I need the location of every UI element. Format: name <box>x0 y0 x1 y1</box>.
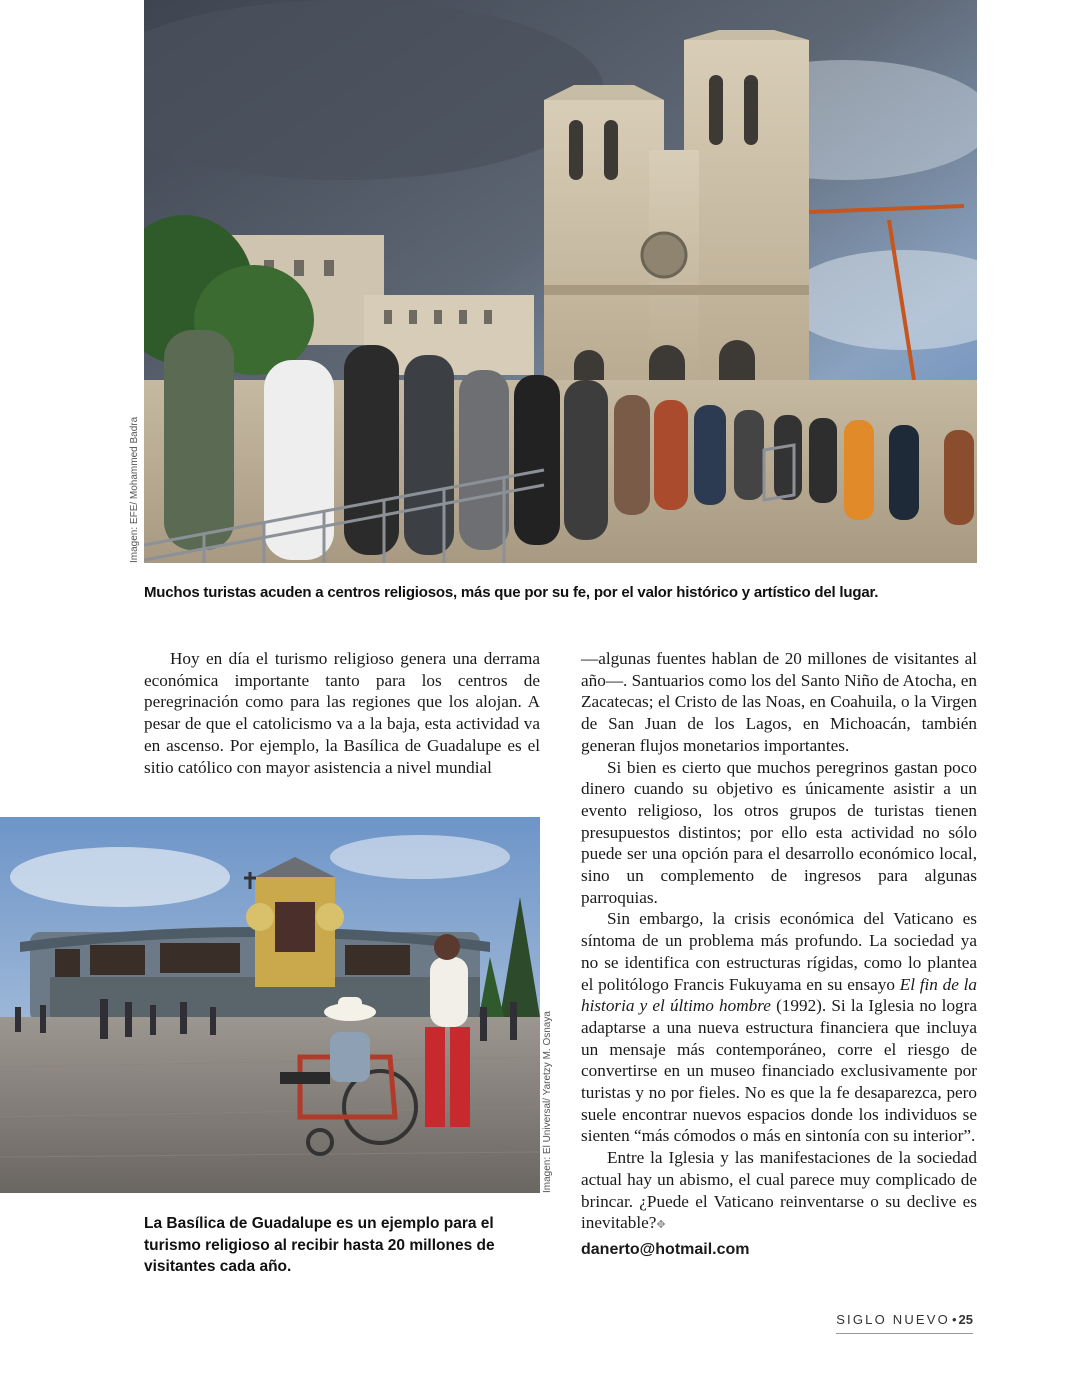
end-mark-icon: ✥ <box>656 1219 666 1232</box>
bottom-photo-credit: Imagen: El Universal/ Yaretzy M. Osnaya <box>542 1011 553 1193</box>
article-paragraph <box>581 1147 977 1237</box>
top-photo-caption: Muchos turistas acuden a centros religiosos, más que por su fe, por el valor histórico y artístico del lugar. <box>144 584 879 601</box>
bottom-photo-caption: La Basílica de Guadalupe es un ejemplo para el turismo religioso al recibir hasta 20 millones de visitantes cada año. <box>144 1215 495 1275</box>
paragraph-text: (1992). Si la Iglesia no logra adaptarse a una nueva estructura financiera que incluya un mensaje más contemporáneo, corre el riesgo de convertirse en un museo financiado exclusivamente por turistas y no por fieles. No es que la fe desaparezca, pero suele encontrar nuevos espacios donde los individuos se sienten “más cómodos o más en sintonía con su interior”. <box>581 996 977 1146</box>
article-paragraph: Si bien es cierto que muchos peregrinos gastan poco dinero cuando su objetivo es únicamente asistir a un evento religioso, los otros grupos de turistas tienen presupuestos distintos; por ello esta actividad no sólo puede ser una opción para el desarrollo económico local, sino un complemento de ingresos para algunas parroquias. <box>581 757 977 907</box>
article-column-right <box>581 648 977 1261</box>
article-paragraph: Hoy en día el turismo religioso genera una derrama económica importante tanto para los centros de peregrinación como para las regiones que los alojan. A pesar de que el catolicismo va a la baja, esta actividad va en ascenso. Por ejemplo, la Basílica de Guadalupe es el sitio católico con mayor asistencia a nivel mundial <box>144 649 540 777</box>
basilica-photo <box>0 817 540 1193</box>
notre-dame-illustration <box>144 0 977 563</box>
page-number: 25 <box>958 1312 973 1327</box>
magazine-name: SIGLO NUEVO <box>836 1312 950 1327</box>
author-email-link[interactable]: danerto@hotmail.com <box>581 1240 750 1258</box>
top-photo-credit: Imagen: EFE/ Mohammed Badra <box>129 416 140 563</box>
book-title: El fin de la historia y el último hombre <box>581 974 977 1016</box>
article-paragraph <box>581 908 977 1147</box>
basilica-illustration <box>0 817 540 1193</box>
notre-dame-photo <box>144 0 977 563</box>
page-footer <box>836 1312 973 1334</box>
paragraph-text: Sin embargo, la crisis económica del Vaticano es síntoma de un problema más profundo. La sociedad ya no se identifica con estructuras rígidas, como lo plantea el politólogo Francis Fukuyama en su ensayo <box>581 909 977 994</box>
article-paragraph-continuation: —algunas fuentes hablan de 20 millones de visitantes al año—. Santuarios como los del Santo Niño de Atocha, en Zacatecas; el Cristo de las Noas, en Coahuila, o la Virgen de San Juan de los Lagos, en Michoacán, también generan flujos monetarios importantes. <box>581 649 977 755</box>
footer-separator: • <box>951 1312 957 1327</box>
paragraph-text: Entre la Iglesia y las manifestaciones de la sociedad actual hay un abismo, el cual parece muy complicado de brincar. ¿Puede el Vaticano reinventarse o su declive es inevitable? <box>581 1148 977 1233</box>
article-column-left <box>144 648 540 778</box>
